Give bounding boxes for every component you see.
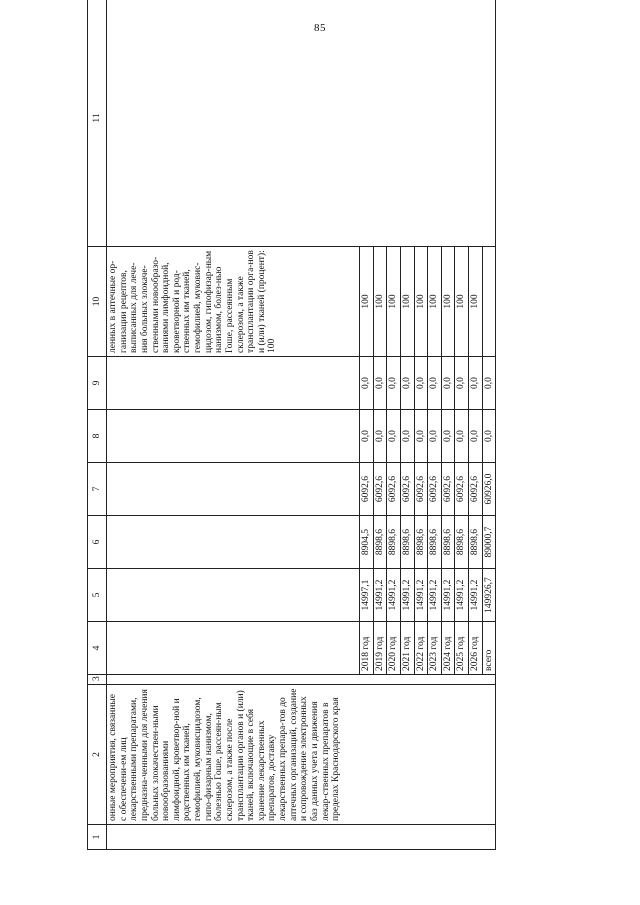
header-col-5: 5 [88,569,107,622]
cell-c7: 60926,0 [482,463,496,516]
header-col-10: 10 [88,247,107,357]
cell-c10: 100 [400,247,414,357]
header-col-9: 9 [88,357,107,410]
cell-c8: 0,0 [428,410,442,463]
cell-col4-top [107,622,360,675]
cell-c5: 14991,2 [387,569,401,622]
cell-c8: 0,0 [441,410,455,463]
cell-c9: 0,0 [400,357,414,410]
cell-c7: 6092,6 [400,463,414,516]
cell-c10: 100 [360,247,374,357]
cell-c6: 8904,5 [360,516,374,569]
cell-c7: 6092,6 [455,463,469,516]
cell-year: 2019 год [373,622,387,675]
cell-year: всего [482,622,496,675]
cell-c5: 14991,2 [441,569,455,622]
document-table-container [87,40,567,850]
measure-description: онные мероприятия, связанные с обеспечени-ем лиц лекарственными препаратами, предназна-ченными для лечения больных злокачествен-ными новообразованиями лимфоидной, кроветвор-ной и родственных им тканей, гемофилией, муковисцидозом, гипо-физарным нанизмом, болезнью Гоше, рассеян-ным склерозом, а также после трансплантации органов и (или) тканей, включающие в себя хранение лекарственных препаратов, доставку лекарственных препара-тов до аптечных организаций, создание и сопровождение электронных баз данных учета и движения лекар-ственных препаратов в пределах Краснодарского края [107,685,496,825]
cell-c5: 14997,1 [360,569,374,622]
cell-col7-top [107,463,360,516]
cell-c9: 0,0 [455,357,469,410]
cell-c9: 0,0 [387,357,401,410]
cell-c5: 149926,7 [482,569,496,622]
cell-c8: 0,0 [482,410,496,463]
cell-c7: 6092,6 [414,463,428,516]
cell-c5: 14991,2 [414,569,428,622]
cell-c8: 0,0 [373,410,387,463]
header-col-2: 2 [88,685,107,825]
cell-c6: 8898,6 [414,516,428,569]
cell-c10 [482,247,496,357]
cell-c5: 14991,2 [455,569,469,622]
header-col-7: 7 [88,463,107,516]
cell-c9: 0,0 [441,357,455,410]
cell-c8: 0,0 [455,410,469,463]
page-number: 85 [314,22,326,34]
cell-year: 2024 год [441,622,455,675]
cell-c5: 14991,2 [469,569,483,622]
table-header-row [88,0,107,850]
cell-c8: 0,0 [469,410,483,463]
cell-c6: 8898,6 [441,516,455,569]
cell-year: 2025 год [455,622,469,675]
cell-c10: 100 [441,247,455,357]
cell-c6: 8898,6 [469,516,483,569]
cell-c6: 89000,7 [482,516,496,569]
cell-col8-top [107,410,360,463]
header-col-8: 8 [88,410,107,463]
cell-c10: 100 [373,247,387,357]
header-col-6: 6 [88,516,107,569]
cell-c8: 0,0 [387,410,401,463]
cell-col6-top [107,516,360,569]
cell-c6: 8898,6 [387,516,401,569]
cell-year: 2023 год [428,622,442,675]
cell-c9: 0,0 [373,357,387,410]
cell-c10: 100 [414,247,428,357]
cell-c7: 6092,6 [360,463,374,516]
cell-year: 2022 год [414,622,428,675]
cell-year: 2020 год [387,622,401,675]
cell-c7: 6092,6 [428,463,442,516]
cell-c10: 100 [428,247,442,357]
cell-c5: 14991,2 [373,569,387,622]
cell-c5: 14991,2 [400,569,414,622]
header-col-1: 1 [88,825,107,850]
cell-c10: 100 [387,247,401,357]
header-col-4: 4 [88,622,107,675]
cell-c9: 0,0 [469,357,483,410]
cell-col1 [107,825,496,850]
cell-c7: 6092,6 [387,463,401,516]
cell-c9: 0,0 [482,357,496,410]
cell-col11 [107,0,496,247]
cell-year: 2021 год [400,622,414,675]
cell-c7: 6092,6 [373,463,387,516]
cell-c8: 0,0 [360,410,374,463]
cell-c8: 0,0 [414,410,428,463]
cell-c6: 8898,6 [455,516,469,569]
indicator-description: ленных в аптечные ор-ганизации рецептов, выписанных для лече-ния больных злокаче-ственными новообразо-ваниями лимфоидной, кроветворной и род-ственных им тканей, гемофилией, муковис-цидозом, гипофизар-ным нанизмом, болез-нью Гоше, рассеянным склерозом, а также трансплантации орга-нов и (или) тканей (процент): 100 [107,247,360,357]
rotated-table-frame [87,40,567,850]
cell-c10: 100 [469,247,483,357]
cell-c7: 6092,6 [469,463,483,516]
cell-c9: 0,0 [428,357,442,410]
cell-col3 [107,675,496,685]
cell-c9: 0,0 [414,357,428,410]
cell-c5: 14991,2 [428,569,442,622]
program-table [87,0,496,850]
header-col-3: 3 [88,675,107,685]
cell-col9-top [107,357,360,410]
cell-col5-top [107,569,360,622]
cell-c8: 0,0 [400,410,414,463]
cell-c6: 8898,6 [428,516,442,569]
header-col-11: 11 [88,0,107,247]
cell-c9: 0,0 [360,357,374,410]
cell-c6: 8898,6 [373,516,387,569]
cell-c10: 100 [455,247,469,357]
cell-year: 2018 год [360,622,374,675]
description-row [107,0,360,850]
cell-c6: 8898,6 [400,516,414,569]
cell-year: 2026 год [469,622,483,675]
cell-c7: 6092,6 [441,463,455,516]
